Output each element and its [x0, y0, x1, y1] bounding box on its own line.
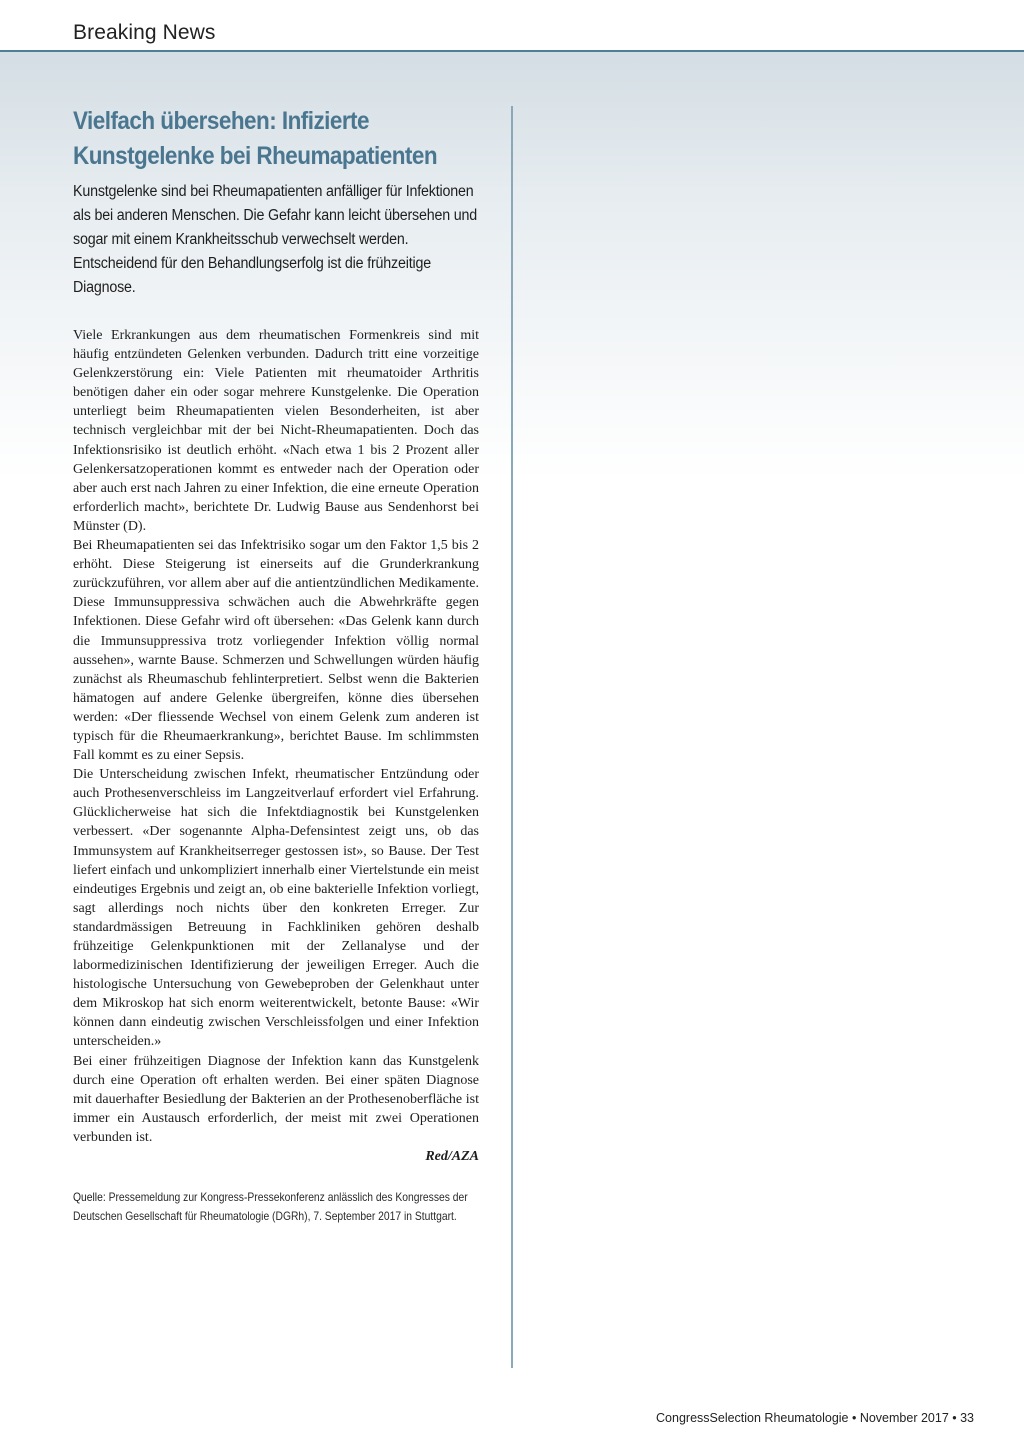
- body-paragraph: Viele Erkrankungen aus dem rheumatischen Formenkreis sind mit häufig entzündeten Gelenken verbunden. Dadurch tritt eine vorzeitige Gelenkzerstörung ein: Viele Patienten mit rheumatoider Arthritis benötigen daher ein oder sogar mehrere Kunstgelenke. Die Operation unterliegt beim Rheumapatienten vielen Besonderheiten, ist aber technisch vergleichbar mit der bei Nicht-Rheumapatienten. Doch das Infektionsrisiko ist deutlich erhöht. «Nach etwa 1 bis 2 Prozent aller Gelenkersatzoperationen kommt es entweder nach der Operation oder aber auch erst nach Jahren zu einer Infektion, die eine erneute Operation erforderlich macht», berichtete Dr. Ludwig Bause aus Sendenhorst bei Münster (D).: [73, 328, 479, 534]
- body-paragraph: Bei Rheumapatienten sei das Infektrisiko sogar um den Faktor 1,5 bis 2 erhöht. Diese Steigerung ist einerseits auf die Grunderkrankung zurückzuführen, vor allem aber auf die antientzündlichen Medikamente. Diese Immunsuppressiva schwächen auch die Abwehrkräfte gegen Infektionen. Diese Gefahr wird oft übersehen: «Das Gelenk kann durch die Immunsuppressiva trotz vorliegender Infektion völlig normal aussehen», warnte Bause. Schmerzen und Schwellungen würden häufig zunächst als Rheumaschub fehlinterpretiert. Selbst wenn die Bakterien hämatogen auf andere Gelenke übergreifen, könne dies übersehen werden: «Der fliessende Wechsel von einem Gelenk zum anderen ist typisch für die Rheumaerkrankung», berichtet Bause. Im schlimmsten Fall kommt es zu einer Sepsis.: [73, 538, 479, 764]
- article-body: [73, 326, 479, 1147]
- section-label: Breaking News: [73, 21, 216, 44]
- body-paragraph: Die Unterscheidung zwischen Infekt, rheumatischer Entzündung oder auch Prothesenverschleiss im Langzeitverlauf erfordert viel Erfahrung. Glücklicherweise hat sich die Infektdiagnostik bei Kunstgelenken verbessert. «Der sogenannte Alpha-Defensintest zeigt uns, ob das Immunsystem auf Krankheitserreger gestossen ist», so Bause. Der Test liefert einfach und unkompliziert innerhalb einer Viertelstunde ein meist eindeutiges Ergebnis und zeigt an, ob eine bakterielle Infektion vorliegt, sagt allerdings noch nichts über den konkreten Erreger. Zur standardmässigen Betreuung in Fachkliniken gehören deshalb frühzeitige Gelenkpunktionen mit der Zellanalyse und der labormedizinischen Identifizierung der jeweiligen Erreger. Auch die histologische Untersuchung von Gewebeproben der Gelenkhaut unter dem Mikroskop hat sich enorm weiterentwickelt, betonte Bause: «Wir können dann eindeutig zwischen Verschleissfolgen und einer Infektion unterscheiden.»: [73, 767, 479, 1050]
- article-signature: Red/AZA: [425, 1149, 479, 1165]
- body-paragraph: Bei einer frühzeitigen Diagnose der Infektion kann das Kunstgelenk durch eine Operation oft erhalten werden. Bei einer späten Diagnose mit dauerhafter Besiedlung der Bakterien an der Prothesenoberfläche ist immer ein Austausch erforderlich, der meist mit zwei Operationen verbunden ist.: [73, 1053, 479, 1145]
- source-label: Quelle:: [73, 1190, 106, 1205]
- page-header: [0, 0, 1024, 52]
- source-note: [73, 1188, 479, 1225]
- article-headline: Vielfach übersehen: Infizierte Kunstgelenke bei Rheumapatienten: [73, 107, 438, 170]
- page-footer: CongressSelection Rheumatologie • November 2017 • 33: [656, 1411, 974, 1425]
- article: [73, 104, 479, 1225]
- article-lead: Kunstgelenke sind bei Rheumapatienten anfälliger für Infektionen als bei anderen Menschen. Die Gefahr kann leicht übersehen und sogar mit einem Krankheitsschub verwechselt werden. Entscheidend für den Behandlungserfolg ist die frühzeitige Diagnose.: [73, 183, 477, 296]
- source-text: Pressemeldung zur Kongress-Pressekonferenz anlässlich des Kongresses der Deutschen Gesellschaft für Rheumatologie (DGRh), 7. September 2017 in Stuttgart.: [73, 1190, 468, 1223]
- column-divider: [511, 106, 513, 1368]
